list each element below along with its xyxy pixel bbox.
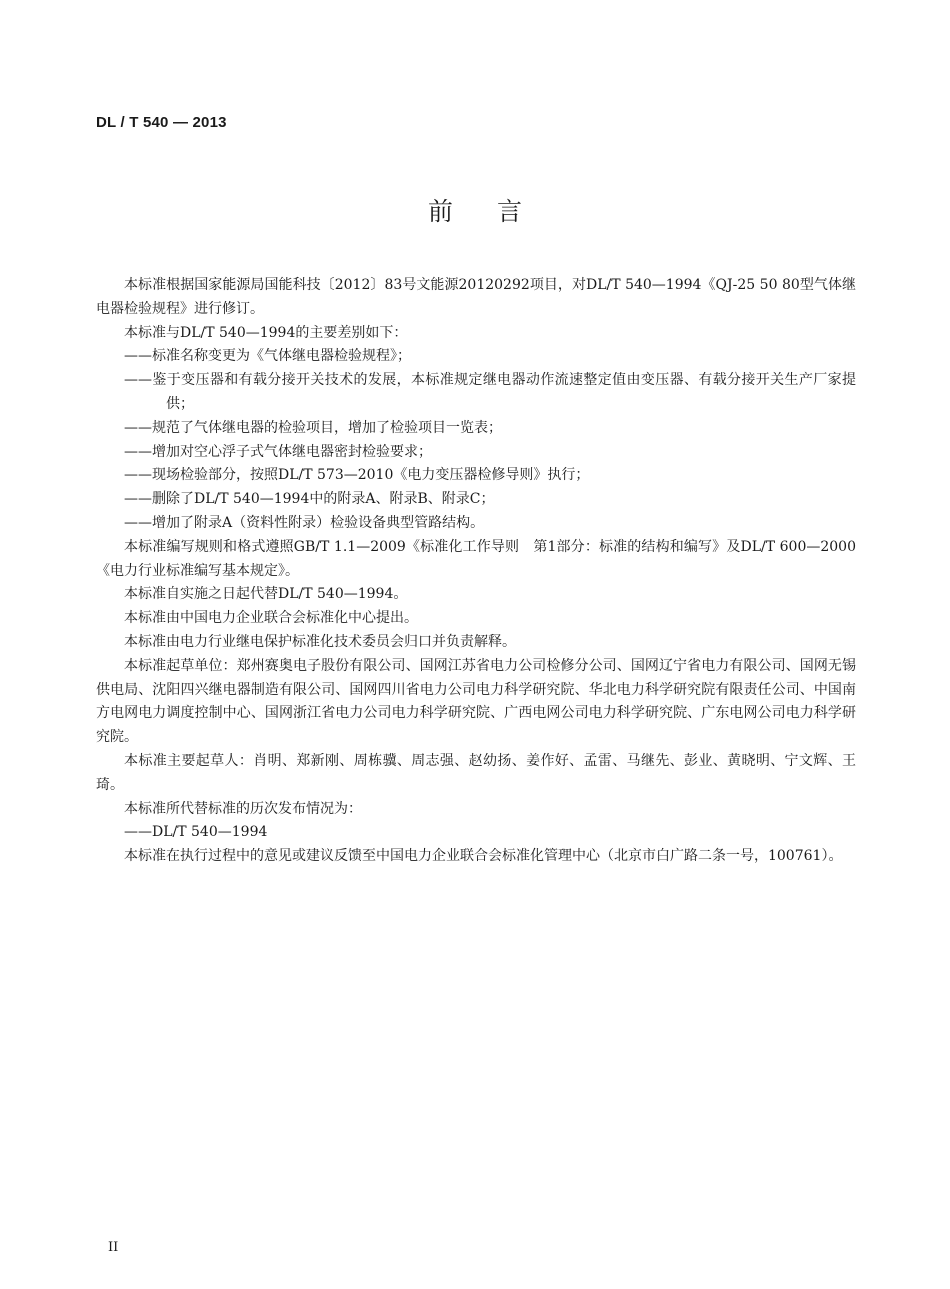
paragraph: 本标准与DL/T 540—1994的主要差别如下： [124, 324, 408, 341]
paragraph: 本标准主要起草人：肖明、郑新刚、周栋骥、周志强、赵幼扬、姜作好、孟雷、马继先、彭业、黄晓明、宁文辉、王琦。 [96, 752, 856, 793]
document-code: DL / T 540 — 2013 [96, 114, 227, 131]
paragraph: 本标准起草单位：郑州赛奥电子股份有限公司、国网江苏省电力公司检修分公司、国网辽宁省电力有限公司、国网无锡供电局、沈阳四兴继电器制造有限公司、国网四川省电力公司电力科学研究院、华北电力科学研究院有限责任公司、中国南方电网电力调度控制中心、国网浙江省电力公司电力科学研究院、广西电网公司电力科学研究院、广东电网公司电力科学研究院。 [96, 657, 856, 746]
paragraph: 本标准由中国电力企业联合会标准化中心提出。 [124, 610, 418, 627]
preface-body [96, 274, 856, 869]
dash-list-item: ——删除了DL/T 540—1994中的附录A、附录B、附录C； [124, 491, 495, 508]
paragraph: 本标准根据国家能源局国能科技〔2012〕83号文能源20120292项目，对DL/T 540—1994《QJ-25 50 80型气体继电器检验规程》进行修订。 [96, 277, 856, 317]
paragraph: 本标准自实施之日起代替DL/T 540—1994。 [124, 586, 408, 603]
page-title: 前言 [427, 197, 566, 226]
dash-list-item: ——标准名称变更为《气体继电器检验规程》； [124, 348, 411, 365]
dash-list-item: ——增加对空心浮子式气体继电器密封检验要求； [124, 443, 432, 460]
dash-list-item: ——现场检验部分，按照DL/T 573—2010《电力变压器检修导则》执行； [124, 467, 590, 484]
page-number: II [108, 1240, 119, 1255]
dash-list-item: ——鉴于变压器和有载分接开关技术的发展，本标准规定继电器动作流速整定值由变压器、有载分接开关生产厂家提供； [124, 372, 856, 412]
paragraph: 本标准由电力行业继电保护标准化技术委员会归口并负责解释。 [124, 633, 516, 650]
paragraph: 本标准在执行过程中的意见或建议反馈至中国电力企业联合会标准化管理中心（北京市白广路二条一号，100761）。 [124, 848, 843, 865]
paragraph: 本标准所代替标准的历次发布情况为： [124, 800, 362, 817]
dash-list-item: ——规范了气体继电器的检验项目，增加了检验项目一览表； [124, 419, 502, 436]
dash-list-item: ——DL/T 540—1994 [124, 824, 268, 841]
dash-list-item: ——增加了附录A（资料性附录）检验设备典型管路结构。 [124, 514, 485, 531]
paragraph: 本标准编写规则和格式遵照GB/T 1.1—2009《标准化工作导则 第1部分：标准的结构和编写》及DL/T 600—2000《电力行业标准编写基本规定》。 [96, 538, 856, 579]
